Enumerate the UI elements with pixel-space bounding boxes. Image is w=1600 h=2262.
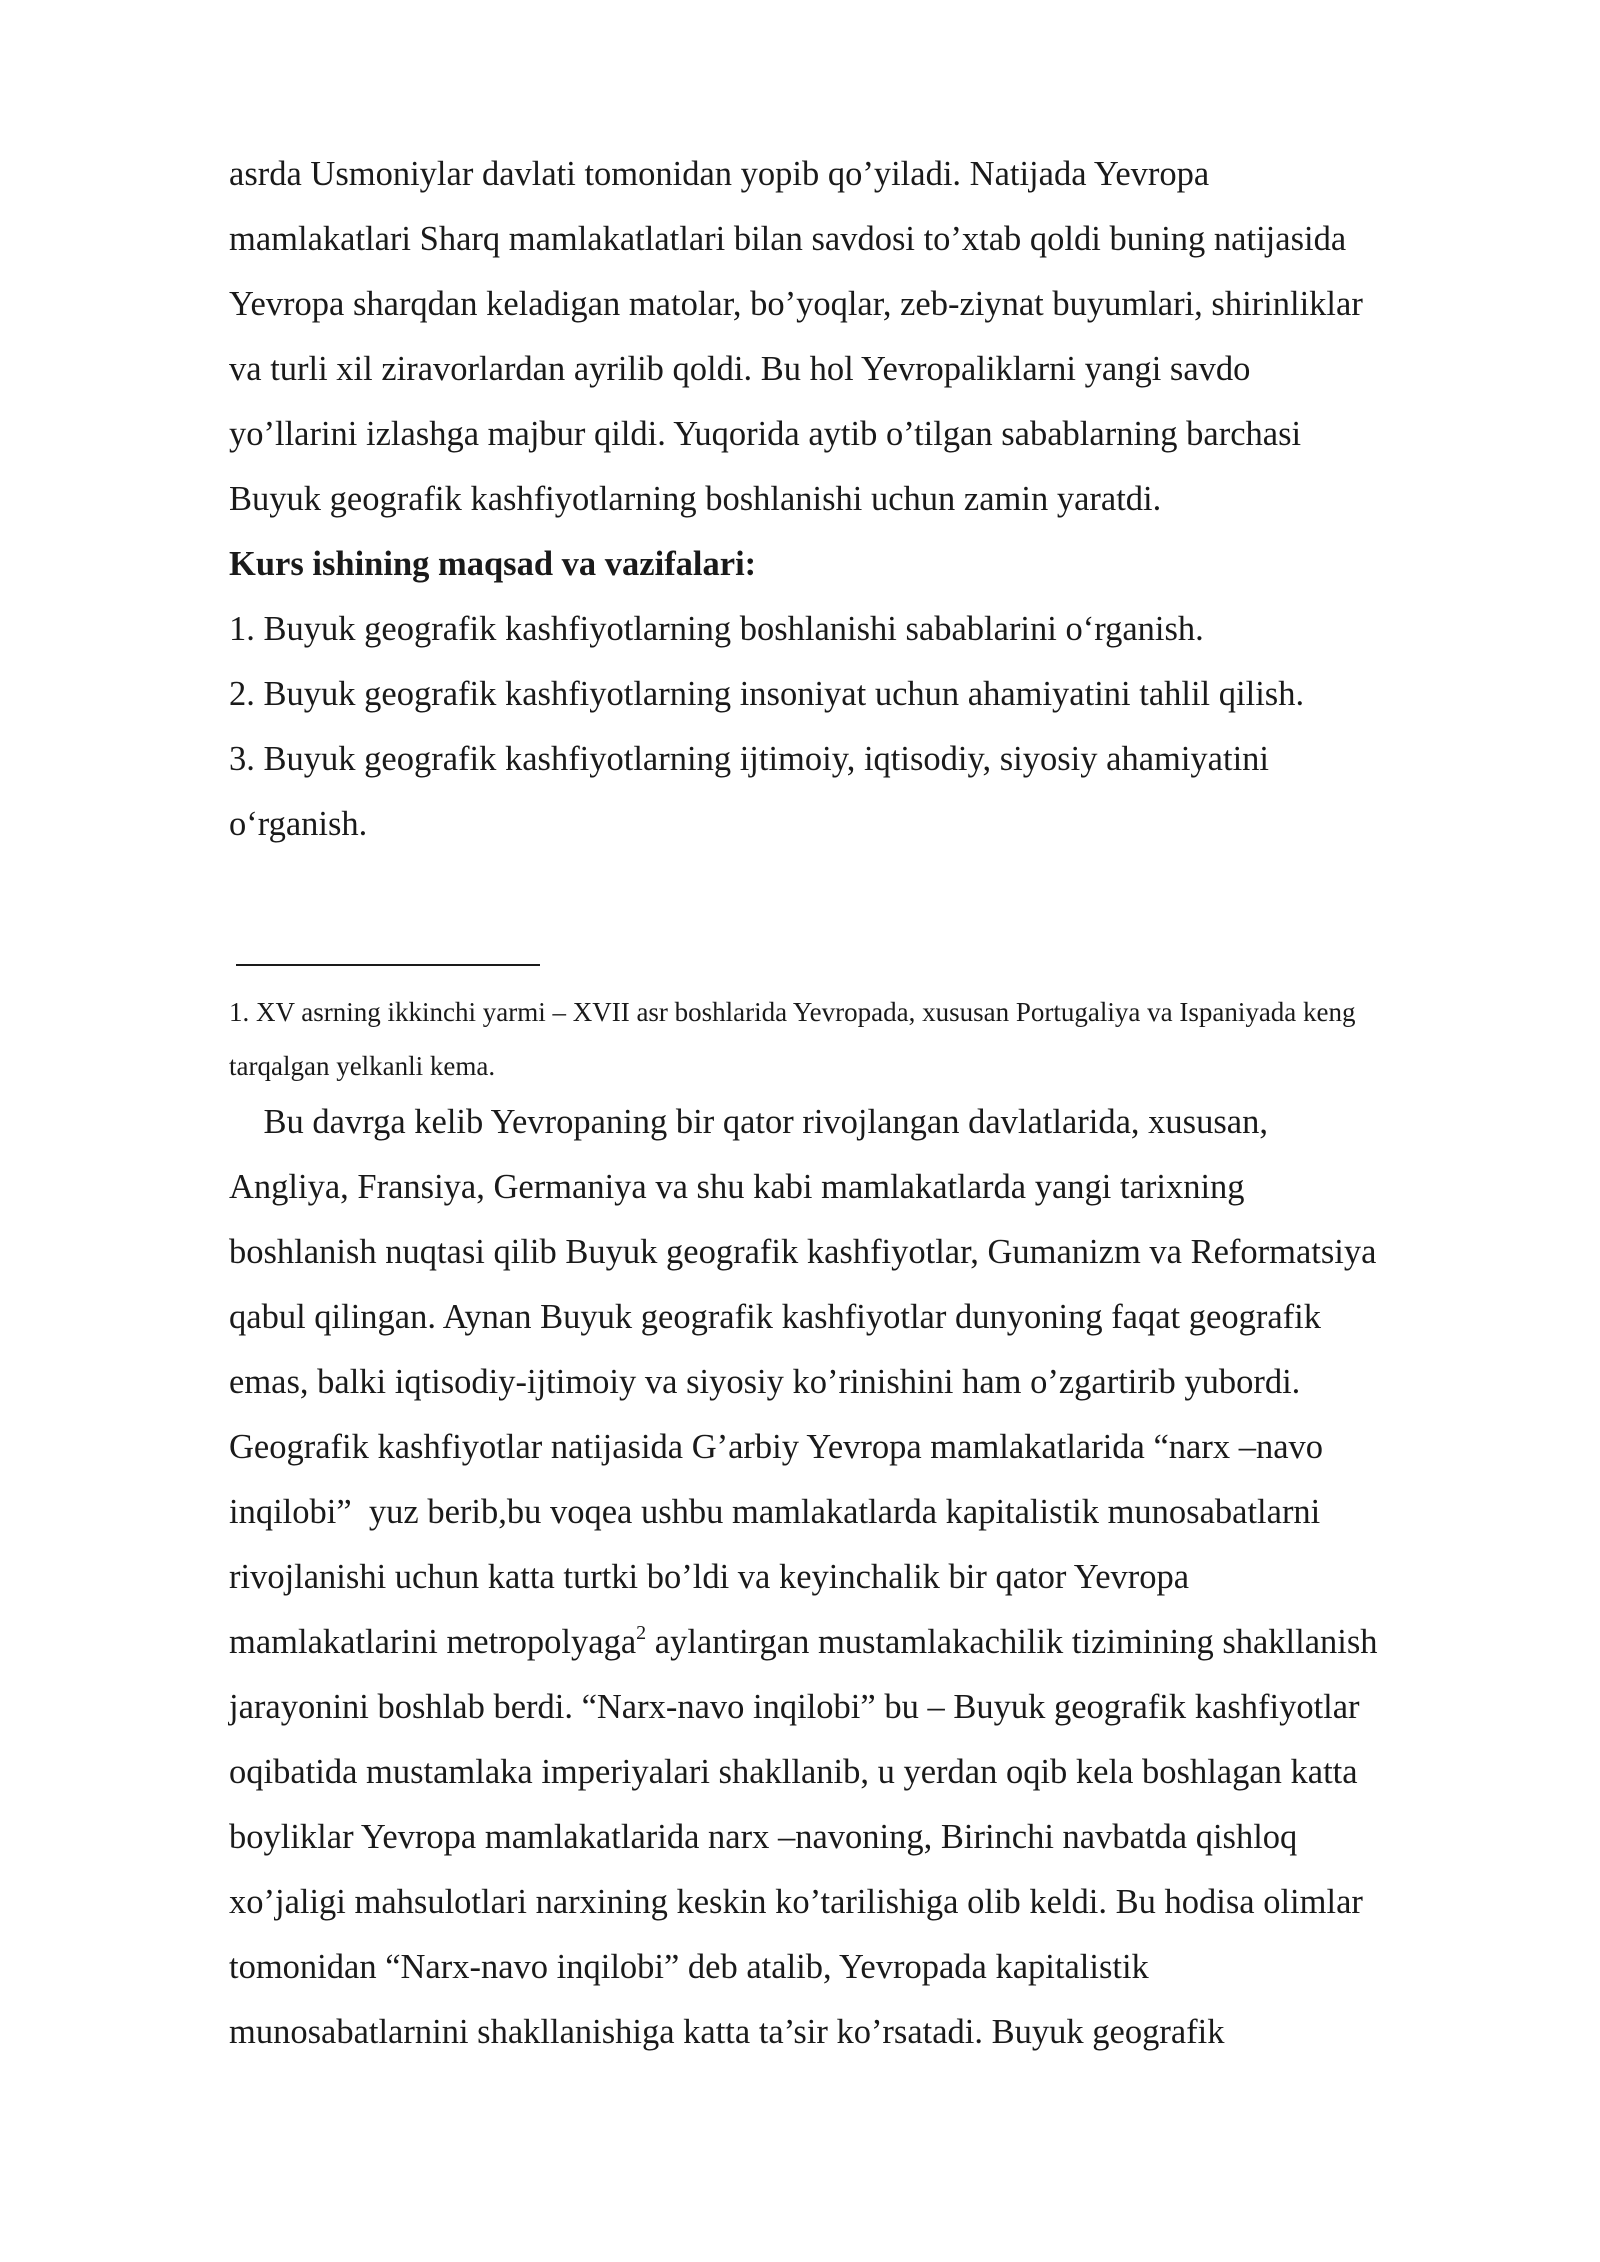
- text-line: oqibatida mustamlaka imperiyalari shakllanib, u yerdan oqib kela boshlagan katta: [229, 1753, 1358, 1791]
- text-line: mamlakatlari Sharq mamlakatlatlari bilan savdosi to’xtab qoldi buning natijasida: [229, 220, 1347, 258]
- text-line: boyliklar Yevropa mamlakatlarida narx –navoning, Birinchi navbatda qishloq: [229, 1818, 1298, 1856]
- section-heading: Kurs ishining maqsad va vazifalari:: [229, 545, 757, 583]
- text-line: inqilobi” yuz berib,bu voqea ushbu mamlakatlarda kapitalistik munosabatlarni: [229, 1493, 1321, 1531]
- footnote-separator: [236, 964, 540, 966]
- text-line: munosabatlarnini shakllanishiga katta ta’sir ko’rsatadi. Buyuk geografik: [229, 2013, 1225, 2051]
- task-item: 3. Buyuk geografik kashfiyotlarning ijtimoiy, iqtisodiy, siyosiy ahamiyatini: [229, 740, 1270, 778]
- text-line: jarayonini boshlab berdi. “Narx-navo inqilobi” bu – Buyuk geografik kashfiyotlar: [229, 1688, 1360, 1726]
- text-segment: aylantirgan mustamlakachilik tizimining shakllanish: [646, 1623, 1378, 1661]
- text-line: Geografik kashfiyotlar natijasida G’arbiy Yevropa mamlakatlarida “narx –navo: [229, 1428, 1324, 1466]
- footnote-reference: 2: [636, 1622, 647, 1644]
- text-line-with-footnote-ref: [229, 1622, 1378, 1662]
- text-segment: mamlakatlarini metropolyaga: [229, 1623, 637, 1661]
- text-line: va turli xil ziravorlardan ayrilib qoldi. Bu hol Yevropaliklarni yangi savdo: [229, 350, 1251, 388]
- text-line: Angliya, Fransiya, Germaniya va shu kabi mamlakatlarda yangi tarixning: [229, 1168, 1245, 1206]
- text-line: xo’jaligi mahsulotlari narxining keskin ko’tarilishiga olib keldi. Bu hodisa olimlar: [229, 1883, 1363, 1921]
- text-line: qabul qilingan. Aynan Buyuk geografik kashfiyotlar dunyoning faqat geografik: [229, 1298, 1321, 1336]
- text-line: yo’llarini izlashga majbur qildi. Yuqorida aytib o’tilgan sabablarning barchasi: [229, 415, 1302, 453]
- task-item: 1. Buyuk geografik kashfiyotlarning boshlanishi sabablarini o‘rganish.: [229, 610, 1204, 648]
- task-item: 2. Buyuk geografik kashfiyotlarning insoniyat uchun ahamiyatini tahlil qilish.: [229, 675, 1305, 713]
- text-line: asrda Usmoniylar davlati tomonidan yopib qo’yiladi. Natijada Yevropa: [229, 155, 1210, 193]
- footnote-line: tarqalgan yelkanli kema.: [229, 1051, 496, 1081]
- text-line: Bu davrga kelib Yevropaning bir qator rivojlangan davlatlarida, xususan,: [229, 1103, 1268, 1141]
- footnote-line: 1. XV asrning ikkinchi yarmi – XVII asr boshlarida Yevropada, xususan Portugaliya va Ispaniyada keng: [229, 997, 1356, 1027]
- text-line: boshlanish nuqtasi qilib Buyuk geografik kashfiyotlar, Gumanizm va Reformatsiya: [229, 1233, 1377, 1271]
- text-line: emas, balki iqtisodiy-ijtimoiy va siyosiy ko’rinishini ham o’zgartirib yubordi.: [229, 1363, 1301, 1401]
- text-line: Buyuk geografik kashfiyotlarning boshlanishi uchun zamin yaratdi.: [229, 480, 1162, 518]
- text-line: Yevropa sharqdan keladigan matolar, bo’yoqlar, zeb-ziynat buyumlari, shirinliklar: [229, 285, 1363, 323]
- task-item: o‘rganish.: [229, 805, 368, 843]
- text-line: tomonidan “Narx-navo inqilobi” deb atalib, Yevropada kapitalistik: [229, 1948, 1149, 1986]
- text-line: rivojlanishi uchun katta turtki bo’ldi va keyinchalik bir qator Yevropa: [229, 1558, 1190, 1596]
